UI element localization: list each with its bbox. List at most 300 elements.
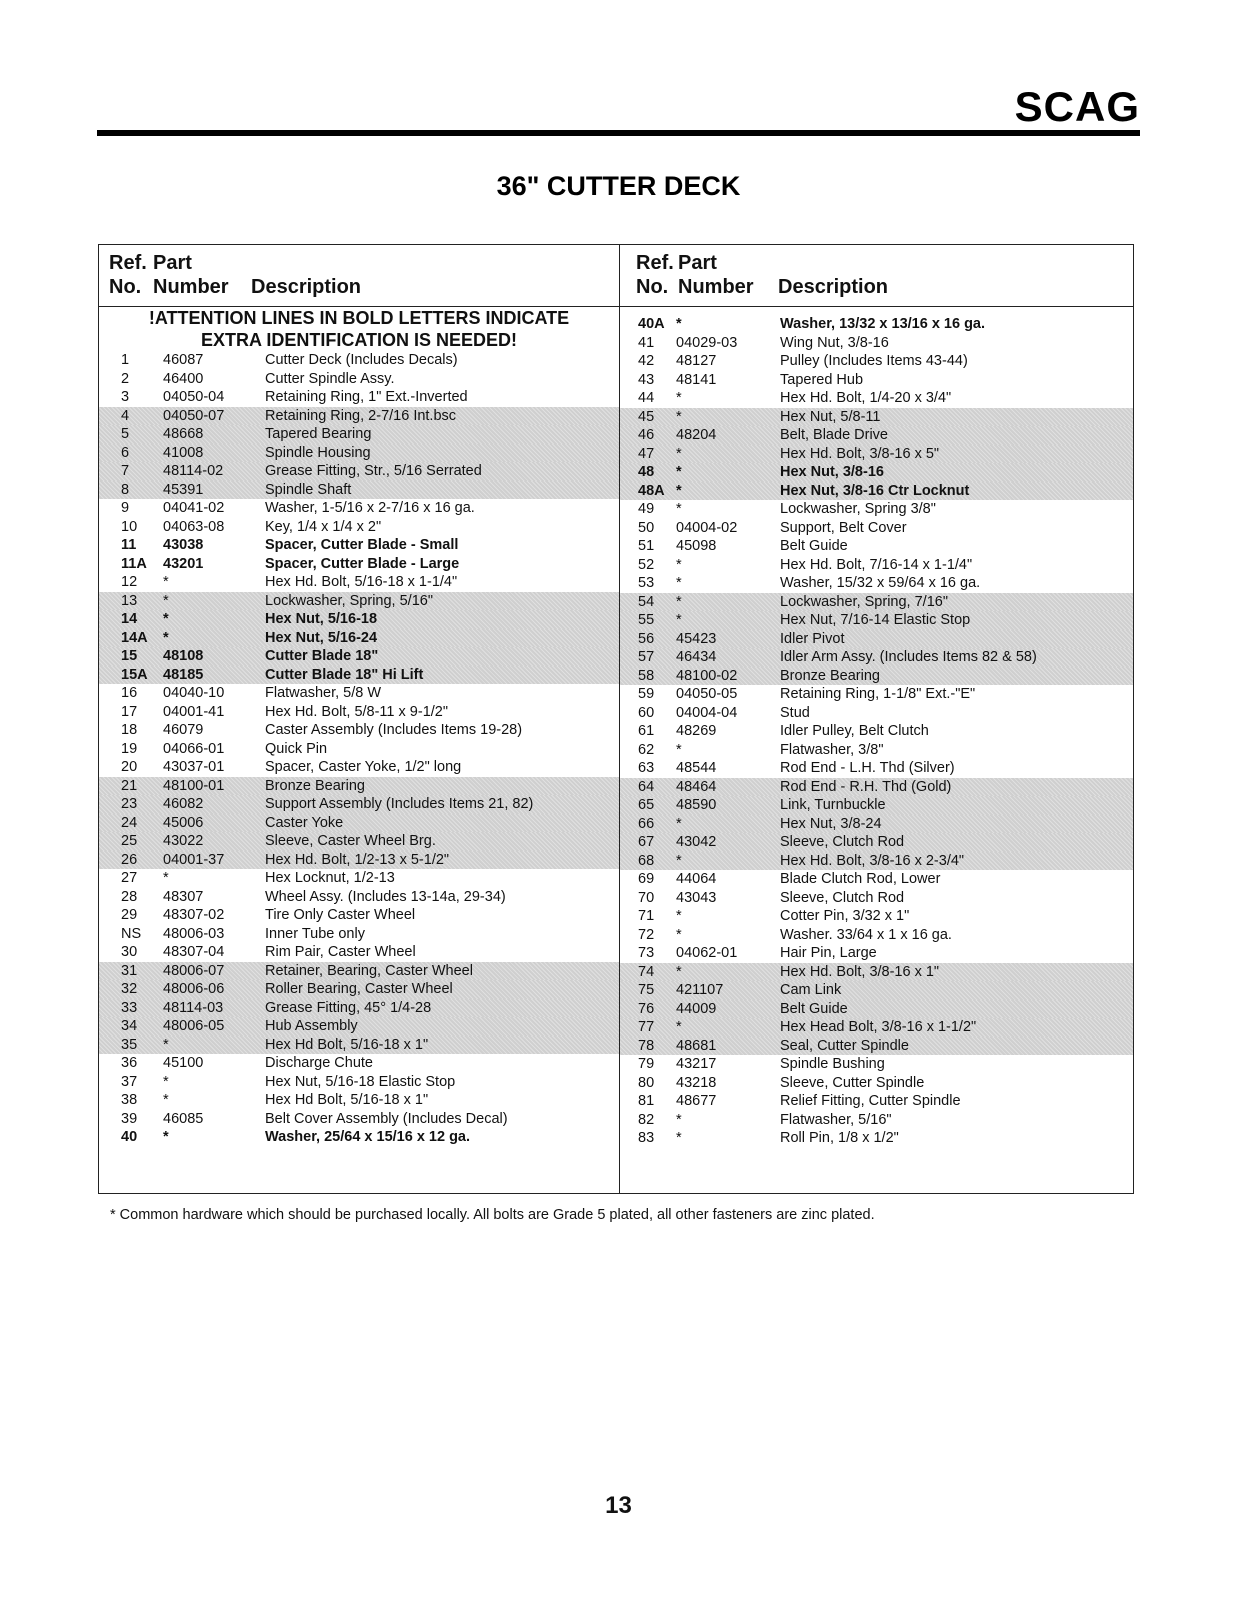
header-ref-line1: Ref. bbox=[636, 252, 674, 274]
table-row bbox=[99, 592, 619, 611]
part-description: Idler Arm Assy. (Includes Items 82 & 58) bbox=[780, 649, 1037, 665]
table-row bbox=[99, 962, 619, 981]
attention-line-2: EXTRA IDENTIFICATION IS NEEDED! bbox=[200, 330, 517, 350]
part-description: Sleeve, Caster Wheel Brg. bbox=[265, 833, 436, 849]
ref-number: 12 bbox=[121, 574, 138, 590]
part-description: Lockwasher, Spring 3/8" bbox=[780, 501, 936, 517]
part-number: 48269 bbox=[676, 723, 717, 739]
table-row bbox=[99, 1017, 619, 1036]
ref-number: 61 bbox=[638, 723, 655, 739]
table-row bbox=[99, 666, 619, 685]
ref-number: 51 bbox=[638, 538, 655, 554]
table-row bbox=[620, 334, 1133, 353]
part-description: Spacer, Cutter Blade - Small bbox=[265, 537, 459, 553]
part-number: 46400 bbox=[163, 370, 204, 387]
part-description: Hex Nut, 5/16-24 bbox=[265, 629, 378, 646]
parts-column-right bbox=[619, 245, 1133, 1193]
part-number: 48114-03 bbox=[163, 999, 224, 1016]
part-description: Tire Only Caster Wheel bbox=[265, 907, 416, 923]
part-number: 45423 bbox=[676, 630, 717, 647]
table-row bbox=[620, 574, 1133, 593]
table-row bbox=[99, 777, 619, 796]
ref-number: 43 bbox=[638, 371, 655, 388]
ref-number: 72 bbox=[638, 926, 655, 943]
table-row bbox=[99, 943, 619, 962]
part-number: * bbox=[676, 741, 682, 758]
part-number: 43201 bbox=[163, 555, 204, 572]
part-description: Lockwasher, Spring, 5/16" bbox=[265, 592, 433, 609]
part-description: Cutter Spindle Assy. bbox=[265, 370, 395, 387]
left-rows bbox=[99, 351, 619, 1147]
ref-number: 28 bbox=[121, 888, 138, 905]
part-description: Hex Hd Bolt, 5/16-18 x 1" bbox=[265, 1092, 429, 1108]
table-row bbox=[620, 408, 1133, 427]
part-number: 04066-01 bbox=[163, 740, 225, 757]
ref-number: 11 bbox=[121, 537, 137, 553]
part-description: Blade Clutch Rod, Lower bbox=[780, 871, 941, 887]
table-row bbox=[620, 870, 1133, 889]
part-number: * bbox=[676, 556, 682, 573]
part-description: Cam Link bbox=[780, 982, 842, 998]
ref-number: 65 bbox=[638, 797, 655, 813]
part-description: Wheel Assy. (Includes 13-14a, 29-34) bbox=[265, 888, 506, 905]
ref-number: 5 bbox=[121, 426, 130, 442]
header-ref-line1: Ref. bbox=[109, 252, 147, 274]
part-description: Quick Pin bbox=[265, 740, 328, 757]
part-number: * bbox=[676, 926, 682, 943]
table-row bbox=[99, 703, 619, 722]
part-number: 48544 bbox=[676, 760, 717, 776]
ref-number: 70 bbox=[638, 889, 655, 906]
table-row bbox=[99, 610, 619, 629]
part-number: 41008 bbox=[163, 444, 204, 461]
table-row bbox=[99, 758, 619, 777]
table-row bbox=[99, 1054, 619, 1073]
brand-logo: SCAG bbox=[1014, 83, 1140, 130]
part-number: 48307-04 bbox=[163, 944, 225, 960]
part-number: 43218 bbox=[676, 1074, 717, 1091]
table-row bbox=[99, 351, 619, 370]
part-description: Washer, 15/32 x 59/64 x 16 ga. bbox=[780, 575, 981, 591]
ref-number: 76 bbox=[638, 1000, 655, 1017]
table-row bbox=[99, 518, 619, 537]
part-description: Caster Yoke bbox=[265, 814, 344, 831]
part-description: Hex Hd. Bolt, 3/8-16 x 5" bbox=[780, 445, 940, 462]
part-description: Lockwasher, Spring, 7/16" bbox=[780, 593, 948, 610]
part-description: Retainer, Bearing, Caster Wheel bbox=[265, 962, 473, 979]
table-row bbox=[620, 889, 1133, 908]
part-description: Rod End - R.H. Thd (Gold) bbox=[780, 778, 952, 795]
part-description: Washer, 13/32 x 13/16 x 16 ga. bbox=[780, 316, 986, 332]
ref-number: 45 bbox=[638, 408, 655, 425]
part-description: Cotter Pin, 3/32 x 1" bbox=[780, 908, 910, 924]
part-number: 48681 bbox=[676, 1037, 717, 1054]
part-number: 48307-02 bbox=[163, 907, 225, 923]
part-number: * bbox=[163, 592, 169, 609]
table-row bbox=[620, 648, 1133, 667]
part-number: 43042 bbox=[676, 834, 717, 850]
table-row bbox=[99, 721, 619, 740]
ref-number: 83 bbox=[638, 1130, 655, 1146]
part-number: 48668 bbox=[163, 426, 204, 442]
ref-number: 48 bbox=[638, 464, 655, 480]
table-row bbox=[620, 519, 1133, 538]
ref-number: 59 bbox=[638, 686, 655, 702]
table-row bbox=[620, 1129, 1133, 1148]
ref-number: 32 bbox=[121, 981, 138, 997]
ref-number: 53 bbox=[638, 575, 655, 591]
part-number: * bbox=[676, 593, 682, 610]
ref-number: 21 bbox=[121, 777, 138, 794]
header-description: Description bbox=[778, 276, 889, 298]
ref-number: 11A bbox=[121, 555, 147, 572]
part-number: * bbox=[676, 852, 682, 869]
header-ref-line2: No. bbox=[109, 276, 142, 298]
ref-number: 4 bbox=[121, 407, 130, 424]
part-number: 43038 bbox=[163, 537, 204, 553]
table-row bbox=[99, 444, 619, 463]
table-row bbox=[99, 906, 619, 925]
part-description: Spindle Shaft bbox=[265, 481, 352, 498]
part-number: 43022 bbox=[163, 833, 204, 849]
table-row bbox=[620, 1111, 1133, 1130]
part-description: Bronze Bearing bbox=[780, 667, 880, 684]
part-number: 46079 bbox=[163, 722, 204, 738]
table-row bbox=[620, 759, 1133, 778]
part-description: Caster Assembly (Includes Items 19-28) bbox=[265, 722, 523, 738]
part-description: Grease Fitting, Str., 5/16 Serrated bbox=[265, 463, 482, 479]
ref-number: 55 bbox=[638, 612, 655, 628]
table-row bbox=[620, 778, 1133, 797]
part-description: Hair Pin, Large bbox=[780, 945, 877, 961]
ref-number: 56 bbox=[638, 630, 655, 647]
ref-number: 2 bbox=[121, 370, 130, 387]
part-number: * bbox=[163, 1073, 169, 1090]
part-description: Belt, Blade Drive bbox=[780, 427, 888, 443]
table-row bbox=[99, 925, 619, 944]
part-description: Cutter Blade 18" bbox=[265, 648, 379, 664]
ref-number: 77 bbox=[638, 1019, 655, 1035]
part-number: * bbox=[676, 815, 682, 832]
table-row bbox=[620, 833, 1133, 852]
ref-number: 16 bbox=[121, 685, 138, 701]
table-row bbox=[99, 869, 619, 888]
part-number: 04050-04 bbox=[163, 389, 225, 405]
table-row bbox=[620, 1055, 1133, 1074]
part-number: 48185 bbox=[163, 666, 204, 683]
part-number: * bbox=[676, 501, 682, 517]
part-number: 45006 bbox=[163, 814, 204, 831]
ref-number: 71 bbox=[638, 908, 655, 924]
ref-number: 78 bbox=[638, 1037, 655, 1054]
part-description: Pulley (Includes Items 43-44) bbox=[780, 353, 968, 369]
part-description: Hex Hd. Bolt, 3/8-16 x 2-3/4" bbox=[780, 852, 965, 869]
table-row bbox=[620, 852, 1133, 871]
ref-number: 34 bbox=[121, 1018, 138, 1034]
part-description: Hex Hd. Bolt, 5/8-11 x 9-1/2" bbox=[265, 703, 448, 720]
part-description: Washer, 1-5/16 x 2-7/16 x 16 ga. bbox=[265, 500, 475, 516]
table-row bbox=[620, 741, 1133, 760]
part-number: 43217 bbox=[676, 1056, 717, 1072]
part-number: 48307 bbox=[163, 888, 204, 905]
ref-number: 9 bbox=[121, 500, 130, 516]
part-number: * bbox=[676, 963, 682, 980]
ref-number: 62 bbox=[638, 741, 655, 758]
part-description: Hub Assembly bbox=[265, 1018, 358, 1034]
ref-number: 13 bbox=[121, 592, 138, 609]
part-number: * bbox=[676, 908, 682, 924]
table-row bbox=[620, 556, 1133, 575]
part-description: Hex Head Bolt, 3/8-16 x 1-1/2" bbox=[780, 1019, 977, 1035]
table-row bbox=[620, 593, 1133, 612]
table-row bbox=[620, 537, 1133, 556]
table-row bbox=[99, 1091, 619, 1110]
part-number: 48590 bbox=[676, 797, 717, 813]
ref-number: 20 bbox=[121, 759, 138, 775]
part-description: Belt Guide bbox=[780, 1000, 848, 1017]
part-description: Belt Guide bbox=[780, 538, 848, 554]
ref-number: 48A bbox=[638, 482, 665, 499]
ref-number: 1 bbox=[121, 352, 130, 368]
table-row bbox=[99, 851, 619, 870]
part-description: Inner Tube only bbox=[265, 925, 365, 942]
part-description: Support Assembly (Includes Items 21, 82) bbox=[265, 796, 534, 812]
part-number: 04062-01 bbox=[676, 945, 738, 961]
part-description: Cutter Deck (Includes Decals) bbox=[265, 352, 458, 368]
ref-number: 7 bbox=[121, 463, 130, 479]
part-description: Rim Pair, Caster Wheel bbox=[265, 944, 416, 960]
table-row bbox=[99, 499, 619, 518]
ref-number: 3 bbox=[121, 389, 130, 405]
table-row bbox=[99, 1036, 619, 1055]
part-number: 48006-05 bbox=[163, 1018, 225, 1034]
table-row bbox=[620, 907, 1133, 926]
ref-number: 52 bbox=[638, 556, 655, 573]
table-row bbox=[99, 647, 619, 666]
table-row bbox=[620, 463, 1133, 482]
part-number: 04004-02 bbox=[676, 519, 738, 536]
table-row bbox=[99, 388, 619, 407]
table-row bbox=[620, 315, 1133, 334]
table-row bbox=[620, 667, 1133, 686]
ref-number: 63 bbox=[638, 760, 655, 776]
table-row bbox=[99, 888, 619, 907]
part-number: 48100-01 bbox=[163, 777, 225, 794]
header-part-line1: Part bbox=[153, 252, 192, 274]
part-description: Idler Pivot bbox=[780, 630, 845, 647]
part-number: 46082 bbox=[163, 796, 204, 812]
part-description: Hex Hd. Bolt, 3/8-16 x 1" bbox=[780, 963, 940, 980]
part-number: 48006-06 bbox=[163, 981, 225, 997]
table-row bbox=[620, 426, 1133, 445]
ref-number: 64 bbox=[638, 778, 655, 795]
ref-number: 66 bbox=[638, 815, 655, 832]
part-description: Roll Pin, 1/8 x 1/2" bbox=[780, 1130, 899, 1146]
ref-number: 18 bbox=[121, 722, 138, 738]
table-row bbox=[620, 1000, 1133, 1019]
ref-number: 82 bbox=[638, 1111, 655, 1128]
part-number: * bbox=[676, 464, 682, 480]
table-row bbox=[620, 926, 1133, 945]
table-row bbox=[620, 389, 1133, 408]
part-number: 46434 bbox=[676, 649, 717, 665]
ref-number: 50 bbox=[638, 519, 655, 536]
table-row bbox=[99, 980, 619, 999]
table-row bbox=[620, 371, 1133, 390]
table-row bbox=[620, 685, 1133, 704]
table-row bbox=[620, 1037, 1133, 1056]
table-row bbox=[620, 611, 1133, 630]
part-number: 44064 bbox=[676, 871, 717, 887]
ref-number: 60 bbox=[638, 704, 655, 721]
part-description: Hex Nut, 3/8-16 bbox=[780, 464, 884, 480]
part-number: * bbox=[163, 611, 169, 627]
part-number: * bbox=[676, 1019, 682, 1035]
ref-number: 35 bbox=[121, 1036, 138, 1053]
part-number: 46087 bbox=[163, 352, 204, 368]
part-number: * bbox=[163, 574, 169, 590]
ref-number: 44 bbox=[638, 390, 655, 406]
attention-note bbox=[99, 307, 619, 351]
part-description: Grease Fitting, 45° 1/4-28 bbox=[265, 999, 432, 1016]
table-row bbox=[620, 944, 1133, 963]
ref-number: 46 bbox=[638, 427, 655, 443]
table-row bbox=[620, 1018, 1133, 1037]
ref-number: 36 bbox=[121, 1055, 138, 1071]
part-description: Hex Nut, 7/16-14 Elastic Stop bbox=[780, 612, 971, 628]
table-row bbox=[620, 981, 1133, 1000]
part-description: Washer. 33/64 x 1 x 16 ga. bbox=[780, 926, 952, 943]
ref-number: 68 bbox=[638, 852, 655, 869]
page-number: 13 bbox=[605, 1492, 632, 1519]
table-row bbox=[620, 796, 1133, 815]
ref-number: 25 bbox=[121, 833, 138, 849]
part-number: 48464 bbox=[676, 778, 717, 795]
part-number: * bbox=[676, 390, 682, 406]
ref-number: 42 bbox=[638, 353, 655, 369]
part-number: * bbox=[163, 870, 169, 886]
table-row bbox=[620, 722, 1133, 741]
part-number: 04041-02 bbox=[163, 500, 225, 516]
part-number: 43043 bbox=[676, 889, 717, 906]
part-number: 46085 bbox=[163, 1110, 204, 1127]
part-number: * bbox=[676, 1130, 682, 1146]
header-description: Description bbox=[251, 276, 362, 298]
part-description: Spindle Housing bbox=[265, 444, 371, 461]
ref-number: 39 bbox=[121, 1110, 138, 1127]
part-description: Hex Nut, 3/8-24 bbox=[780, 815, 882, 832]
part-description: Hex Hd Bolt, 5/16-18 x 1" bbox=[265, 1036, 429, 1053]
table-row bbox=[620, 704, 1133, 723]
part-number: 04040-10 bbox=[163, 685, 225, 701]
part-description: Tapered Bearing bbox=[265, 426, 372, 442]
table-row bbox=[99, 1128, 619, 1147]
header-part-line2: Number bbox=[153, 276, 229, 298]
table-row bbox=[99, 1073, 619, 1092]
part-number: 48006-07 bbox=[163, 962, 225, 979]
ref-number: 67 bbox=[638, 834, 655, 850]
part-number: 48114-02 bbox=[163, 463, 224, 479]
part-number: * bbox=[676, 1111, 682, 1128]
part-description: Hex Locknut, 1/2-13 bbox=[265, 870, 395, 886]
part-description: Retaining Ring, 1" Ext.-Inverted bbox=[265, 389, 468, 405]
part-description: Retaining Ring, 1-1/8" Ext.-"E" bbox=[780, 686, 976, 702]
header-part-line1: Part bbox=[678, 252, 717, 274]
ref-number: 14 bbox=[121, 611, 138, 627]
part-number: 48108 bbox=[163, 648, 204, 664]
part-description: Sleeve, Cutter Spindle bbox=[780, 1074, 925, 1091]
table-row bbox=[99, 740, 619, 759]
part-number: * bbox=[676, 575, 682, 591]
part-description: Hex Hd. Bolt, 7/16-14 x 1-1/4" bbox=[780, 556, 973, 573]
part-description: Sleeve, Clutch Rod bbox=[780, 889, 905, 906]
part-number: 421107 bbox=[676, 982, 724, 998]
ref-number: NS bbox=[121, 925, 142, 942]
part-number: 04001-37 bbox=[163, 851, 225, 868]
ref-number: 74 bbox=[638, 963, 655, 980]
ref-number: 24 bbox=[121, 814, 138, 831]
part-number: 48677 bbox=[676, 1093, 717, 1109]
part-description: Hex Hd. Bolt, 5/16-18 x 1-1/4" bbox=[265, 574, 458, 590]
part-description: Hex Nut, 5/16-18 Elastic Stop bbox=[265, 1073, 456, 1090]
part-number: 04001-41 bbox=[163, 703, 225, 720]
ref-number: 29 bbox=[121, 907, 138, 923]
ref-number: 40 bbox=[121, 1129, 138, 1145]
part-number: 44009 bbox=[676, 1000, 717, 1017]
part-description: Wing Nut, 3/8-16 bbox=[780, 334, 889, 351]
table-row bbox=[99, 814, 619, 833]
table-row bbox=[620, 482, 1133, 501]
part-number: * bbox=[676, 408, 682, 425]
part-number: 48100-02 bbox=[676, 667, 738, 684]
ref-number: 54 bbox=[638, 593, 655, 610]
parts-column-left bbox=[99, 245, 619, 1193]
ref-number: 49 bbox=[638, 501, 655, 517]
ref-number: 79 bbox=[638, 1056, 655, 1072]
part-number: 04050-07 bbox=[163, 407, 225, 424]
footnote: * Common hardware which should be purchased locally. All bolts are Grade 5 plated, all other fasteners are zinc plated. bbox=[110, 1207, 875, 1223]
column-header-left bbox=[99, 245, 619, 307]
part-description: Bronze Bearing bbox=[265, 777, 365, 794]
part-number: * bbox=[676, 445, 682, 462]
ref-number: 8 bbox=[121, 481, 130, 498]
part-description: Flatwasher, 5/8 W bbox=[265, 685, 382, 701]
ref-number: 75 bbox=[638, 982, 655, 998]
ref-number: 37 bbox=[121, 1073, 138, 1090]
part-number: 45100 bbox=[163, 1055, 204, 1071]
table-row bbox=[99, 629, 619, 648]
ref-number: 15 bbox=[121, 648, 138, 664]
ref-number: 73 bbox=[638, 945, 655, 961]
part-description: Cutter Blade 18" Hi Lift bbox=[265, 666, 424, 683]
part-description: Idler Pulley, Belt Clutch bbox=[780, 723, 929, 739]
header-part-line2: Number bbox=[678, 276, 754, 298]
part-description: Hex Nut, 5/16-18 bbox=[265, 611, 378, 627]
table-row bbox=[620, 815, 1133, 834]
header-ref-line2: No. bbox=[636, 276, 669, 298]
part-description: Link, Turnbuckle bbox=[780, 797, 886, 813]
table-row bbox=[99, 481, 619, 500]
part-description: Sleeve, Clutch Rod bbox=[780, 834, 905, 850]
part-number: * bbox=[676, 316, 682, 332]
table-row bbox=[99, 573, 619, 592]
ref-number: 14A bbox=[121, 629, 148, 646]
table-row bbox=[99, 999, 619, 1018]
ref-number: 6 bbox=[121, 444, 130, 461]
part-description: Stud bbox=[780, 704, 810, 721]
part-number: 04004-04 bbox=[676, 704, 738, 721]
header-rule bbox=[97, 130, 1140, 136]
